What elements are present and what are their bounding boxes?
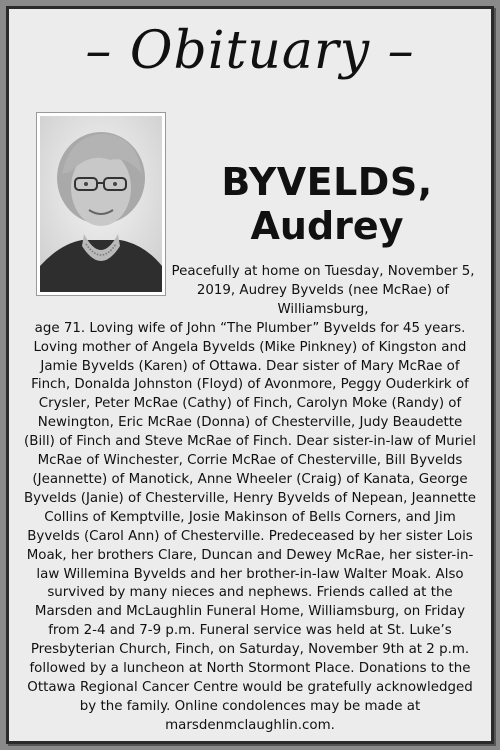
obituary-card [6,6,494,744]
deceased-name [177,161,477,248]
obituary-text [23,263,477,736]
obituary-heading: – Obituary – [85,21,415,81]
obituary-body-text: age 71. Loving wife of John “The Plumber” Byvelds for 45 years. Loving mother of Angela Byvelds (Mike Pinkney) of Kingston and Jamie Byvelds (Karen) of Ottawa. Dear sister of Mary McRae of Finch, Donalda Johnston (Floyd) of Avonmore, Peggy Ouderkirk of Crysler, Peter McRae (Cathy) of Finch, Carolyn Moke (Randy) of Newington, Eric McRae (Donna) of Chesterville, Judy Beaudette (Bill) of Finch and Steve McRae of Finch. Dear sister-in-law of Muriel McRae of Winchester, Corrie McRae of Chesterville, Bill Byvelds (Jeannette) of Manotick, Anne Wheeler (Craig) of Kanata, George Byvelds (Janie) of Chesterville, Henry Byvelds of Nepean, Jeannette Collins of Kemptville, Josie Makinson of Bells Corners, and Jim Byvelds (Carol Ann) of Chesterville. Predeceased by her sister Lois Moak, her brothers Clare, Duncan and Dewey McRae, her sister-in-law Willemina Byvelds and her brother-in-law Walter Moak. Also survived by many nieces and nephews. Friends called at the Marsden and McLaughlin Funeral Home, Williamsburg, on Friday from 2-4 and 7-9 p.m. Funeral service was held at St. Luke’s Presbyterian Church, Finch, on Saturday, November 9th at 2 p.m. followed by a luncheon at North Stormont Place. Donations to the Ottawa Regional Cancer Centre would be gratefully acknowledged by the family. Online condolences may be made at marsdenmclaughlin.com. [24,320,476,733]
surname: BYVELDS, [221,160,433,204]
given-name: Audrey [250,203,404,248]
obituary-lead-text: Peacefully at home on Tuesday, November 5, 2019, Audrey Byvelds (nee McRae) of Williamsburg, [171,264,475,317]
